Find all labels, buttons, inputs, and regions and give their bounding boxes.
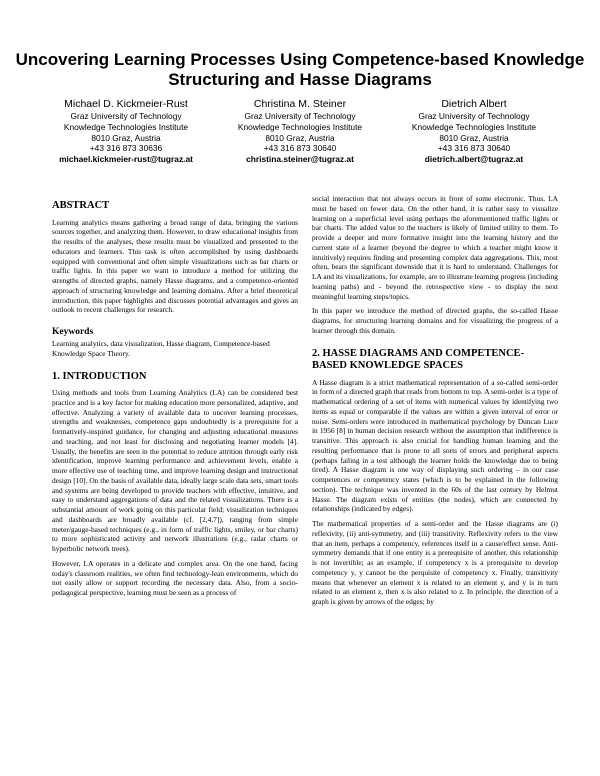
author-affiliation: Graz University of Technology: [244, 111, 356, 121]
author-name: Michael D. Kickmeier-Rust: [64, 98, 188, 110]
section-2-paragraph-1: A Hasse diagram is a strict mathematical representation of a so-called semi-order in form of a directed graph that reads from bottom to top. A semi-order is a type of mathematical ordering of a set of items with numerical values by identifying two items as equal or comparable if the values are within a given interval of error or noise. Semi-orders were introduced in mathematical psychology by Duncan Luce in 1956 [8] in human decision research without the assumption that indifference is transitive. This approach is also crucial for handling human learning and the resulting performance that is prone to all sorts of errors and peripheral aspects (perhaps failing in a test although the learner holds the knowledge due to being tired). A Hasse diagram is one way of displaying such ordering – in our case competences or competency states (which is to be explained in the following section). The technique was invented in the 60s of the last century by Helmut Hasse. The diagram exists of entities (the nodes), which are connected by relationships (indicated by edges).: [312, 377, 558, 514]
abstract-text: Learning analytics means gathering a broad range of data, bringing the various sources together, and analyzing them. However, to draw educational insights from the results of the analyses, these results must be visualized and presented to the educators and learners. This task is often accomplished by using dashboards equipped with conventional and often simple visualizations such as bar charts or traffic lights. In this paper we want to introduce a method for utilizing the strengths of directed graphs, namely Hasse diagrams, and a competence-oriented approach of structuring knowledge and learning domains. After a brief theoretical introduction, this paper highlights and discusses potential advantages and gives an outlook to recent challenges for research.: [52, 217, 298, 315]
left-column: [52, 200, 298, 603]
introduction-heading: 1. INTRODUCTION: [52, 370, 147, 382]
author-address: 8010 Graz, Austria: [91, 132, 161, 143]
author-institute: Knowledge Technologies Institute: [63, 121, 189, 132]
section-2-heading: 2. HASSE DIAGRAMS AND COMPETENCE-BASED KNOWLEDGE SPACES: [312, 347, 525, 371]
author-block: [40, 98, 560, 165]
introduction-paragraph-3: social interaction that not always occurs in front of some electronic. Thus, LA must be based on fewer data. On the other hand, it is rather easy to visualize learning on a superficial level using perhaps the aforementioned traffic lights or bar charts. The added value to the teachers is likely of limited utility to them. To provide a deeper and more formative insight into the learning history and the current state of a learner (beyond the degree to which a teacher might know it intuitively) requires finding and presenting complex data aggregations. This, most often, bears the significant downside that it is hard to understand. Challenges for LA and its visualizations, for example, are to illustrate learning progress (including learning paths) and - beyond the retrospective view - to display the next meaningful learning steps/topics.: [312, 194, 558, 301]
keywords-heading: Keywords: [52, 327, 94, 337]
author-institute: Knowledge Technologies Institute: [237, 121, 363, 132]
author-name: Christina M. Steiner: [253, 98, 347, 110]
author-name: Dietrich Albert: [441, 98, 507, 110]
author-affiliation: Graz University of Technology: [418, 111, 530, 121]
right-column: [312, 194, 558, 612]
author-1: [40, 98, 212, 165]
author-2: [214, 98, 386, 165]
author-email: michael.kickmeier-rust@tugraz.at: [59, 154, 193, 165]
author-phone: +43 316 873 30636: [89, 143, 163, 154]
author-address: 8010 Graz, Austria: [439, 132, 509, 143]
keywords-text: Learning analytics, data visualization, Hasse diagram, Competence-based Knowledge Space Theory.: [52, 339, 270, 358]
author-email: christina.steiner@tugraz.at: [246, 154, 354, 165]
author-address: 8010 Graz, Austria: [265, 132, 335, 143]
author-email: dietrich.albert@tugraz.at: [424, 154, 524, 165]
introduction-paragraph-4: In this paper we introduce the method of directed graphs, the so-called Hasse diagrams, for structuring learning domains and for visualizing the progress of a learner through this domain.: [312, 306, 558, 335]
author-phone: +43 316 873 30640: [437, 143, 511, 154]
section-2-paragraph-2: The mathematical properties of a semi-order and the Hasse diagrams are (i) reflexivity, (ii) anti-symmetry, and (iii) transitivity. Reflexivity refers to the view that an item, perhaps a competency, references itself in a cause/effect sense. Anti-symmetry demands that if one entity is a prerequisite of another, this relationship is not invertible; as an example, if competency x is a prerequisite to develop competency y, y cannot be the perquisite of competency x. Finally, transitivity means that whenever an element x is related to an element y, and y is in turn related to an element z, then x is also related to z. In principle, the direction of a graph is given by arrows of the edges; by: [312, 519, 558, 606]
introduction-paragraph-1: Using methods and tools from Learning Analytics (LA) can be considered best practice and is a key factor for making education more personalized, adaptive, and effective. Analyzing a variety of available data to uncover learning processes, strengths and weaknesses, competence gaps undoubtedly is a prerequisite for a formatively-inspired guidance, for changing and adjusting educational measures and teaching, and not least for disclosing and negotiating learner models [4]. Usually, the benefits are seen in the potential to reduce attrition through early risk identification, improve learning performance and achievement levels, enable a more effective use of teaching time, and improve learning design and instructional design [10]. On the basis of available data, ideally large scale data sets, smart tools and systems are being developed to provide teachers with effective, intuitive, and easy to understand aggregations of data and the related visualizations. There is a substantial amount of work going on this particular field; visualization techniques and dashboards are broadly available (cf. [2,4,7]), ranging from simple meter/gauge-based techniques (e.g., in form of traffic lights, smiley, or bar charts) to more sophisticated activity and network illustrations (e.g., radar charts or hyperbolic network trees).: [52, 388, 298, 553]
author-institute: Knowledge Technologies Institute: [411, 121, 537, 132]
abstract-heading: ABSTRACT: [52, 200, 110, 211]
paper-title: Uncovering Learning Processes Using Competence-based Knowledge Structuring and Hasse Diagrams: [15, 50, 585, 89]
author-3: [388, 98, 560, 165]
introduction-paragraph-2: However, LA operates in a delicate and complex area. On the one hand, facing today's classroom realities, we often find technology-lean environments, which do not easily allow or support recording the necessary data. Also, from a socio-pedagogical perspective, learning must be seen as a process of: [52, 558, 298, 597]
author-phone: +43 316 873 30640: [263, 143, 337, 154]
author-affiliation: Graz University of Technology: [70, 111, 182, 121]
